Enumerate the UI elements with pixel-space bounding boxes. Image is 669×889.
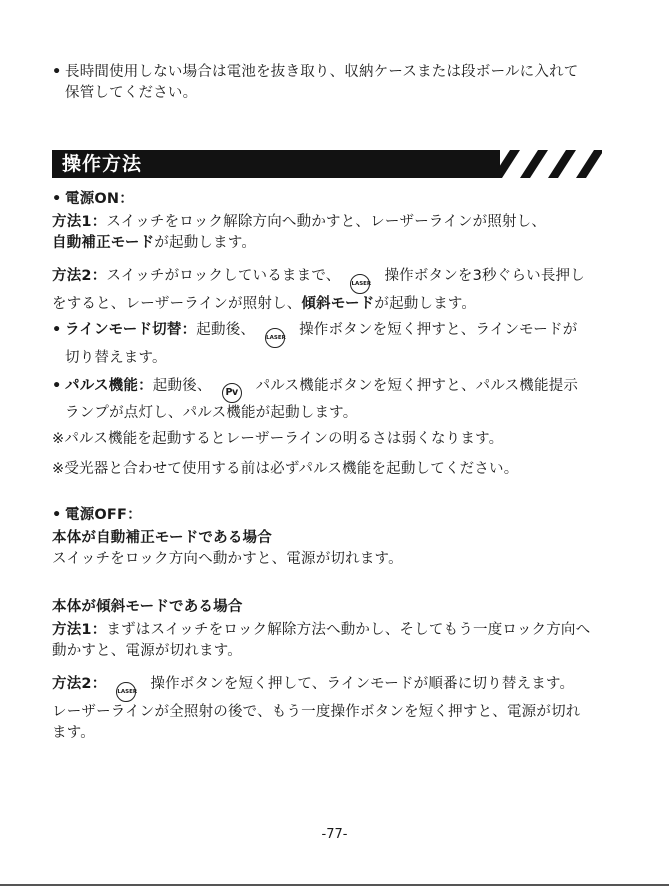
note-brightness: ※パルス機能を起動するとレーザーラインの明るさは弱くなります。 bbox=[52, 431, 504, 447]
section-header bbox=[52, 150, 597, 178]
method2-text4: が起動します。 bbox=[374, 296, 477, 312]
tilt-method2-label: 方法2： bbox=[52, 676, 107, 692]
tilt-method1 bbox=[52, 620, 632, 662]
tilt-method2 bbox=[52, 674, 632, 744]
tilt-method1-text1: まずはスイッチをロック解除方法へ動かし、そしてもう一度ロック方向へ bbox=[106, 622, 591, 638]
pulse-text3: ランプが点灯し、パルス機能が起動します。 bbox=[65, 405, 358, 421]
tilt-method2-text1: 操作ボタンを短く押して、ラインモードが順番に切り替えます。 bbox=[150, 676, 575, 692]
storage-note-line1: 長時間使用しない場合は電池を抜き取り、収納ケースまたは段ボールに入れて bbox=[65, 64, 579, 80]
power-on-heading-text: 電源ON： bbox=[65, 191, 134, 207]
bullet: • bbox=[52, 191, 62, 207]
tilt-method2-text3: ます。 bbox=[52, 725, 95, 741]
line-mode-text1: 起動後、 bbox=[196, 322, 256, 338]
method2-text1: スイッチがロックしているままで、 bbox=[106, 268, 341, 284]
method1-text1: スイッチをロック解除方向へ動かすと、レーザーラインが照射し、 bbox=[106, 214, 547, 230]
bullet: • bbox=[52, 64, 62, 80]
method1-bold: 自動補正モード bbox=[52, 235, 155, 251]
pulse-button-icon: Pv bbox=[222, 383, 242, 403]
auto-mode-text: スイッチをロック方向へ動かすと、電源が切れます。 bbox=[52, 551, 403, 567]
method2-bold: 傾斜モード bbox=[301, 296, 375, 312]
section-stripes-decoration bbox=[492, 150, 602, 178]
bullet: • bbox=[52, 378, 62, 394]
pulse-text1: 起動後、 bbox=[152, 378, 212, 394]
laser-button-icon: LASER bbox=[265, 328, 285, 348]
note-receiver: ※受光器と合わせて使用する前は必ずパルス機能を起動してください。 bbox=[52, 461, 519, 477]
laser-button-icon: LASER bbox=[116, 682, 136, 702]
line-mode-text3: 切り替えます。 bbox=[65, 350, 167, 366]
line-mode-switch bbox=[52, 320, 632, 369]
method2-text3: をすると、レーザーラインが照射し、 bbox=[52, 296, 302, 312]
method2-text2: 操作ボタンを3秒ぐらい長押し bbox=[384, 268, 585, 284]
method1-text2: が起動します。 bbox=[154, 235, 257, 251]
line-mode-text2: 操作ボタンを短く押すと、ラインモードが bbox=[299, 322, 578, 338]
tilt-method1-text2: 動かすと、電源が切れます。 bbox=[52, 643, 242, 659]
laser-button-icon: LASER bbox=[350, 274, 370, 294]
line-mode-label: ラインモード切替： bbox=[65, 322, 197, 338]
power-on-method2 bbox=[52, 266, 632, 315]
page-number: -77- bbox=[321, 827, 348, 842]
method2-label: 方法2： bbox=[52, 268, 107, 284]
bullet: • bbox=[52, 322, 62, 338]
power-on-method1 bbox=[52, 212, 632, 254]
auto-mode-heading: 本体が自動補正モードである場合 bbox=[52, 530, 272, 546]
storage-note bbox=[52, 62, 632, 104]
pulse-text2: パルス機能ボタンを短く押すと、パルス機能提示 bbox=[255, 378, 579, 394]
storage-note-line2: 保管してください。 bbox=[65, 85, 198, 101]
bullet: • bbox=[52, 507, 62, 523]
method1-label: 方法1： bbox=[52, 214, 107, 230]
tilt-mode-heading bbox=[52, 597, 632, 618]
power-off-heading-text: 電源OFF： bbox=[65, 507, 142, 523]
tilt-method2-text2: レーザーラインが全照射の後で、もう一度操作ボタンを短く押すと、電源が切れ bbox=[52, 704, 581, 720]
power-off-auto-mode bbox=[52, 528, 632, 570]
bottom-rule bbox=[0, 884, 669, 886]
pulse-function bbox=[52, 376, 632, 424]
section-title: 操作方法 bbox=[62, 153, 143, 175]
power-on-heading bbox=[52, 189, 632, 210]
power-off-heading bbox=[52, 505, 632, 526]
tilt-mode-heading-text: 本体が傾斜モードである場合 bbox=[52, 599, 243, 615]
pulse-label: パルス機能： bbox=[65, 378, 153, 394]
tilt-method1-label: 方法1： bbox=[52, 622, 107, 638]
